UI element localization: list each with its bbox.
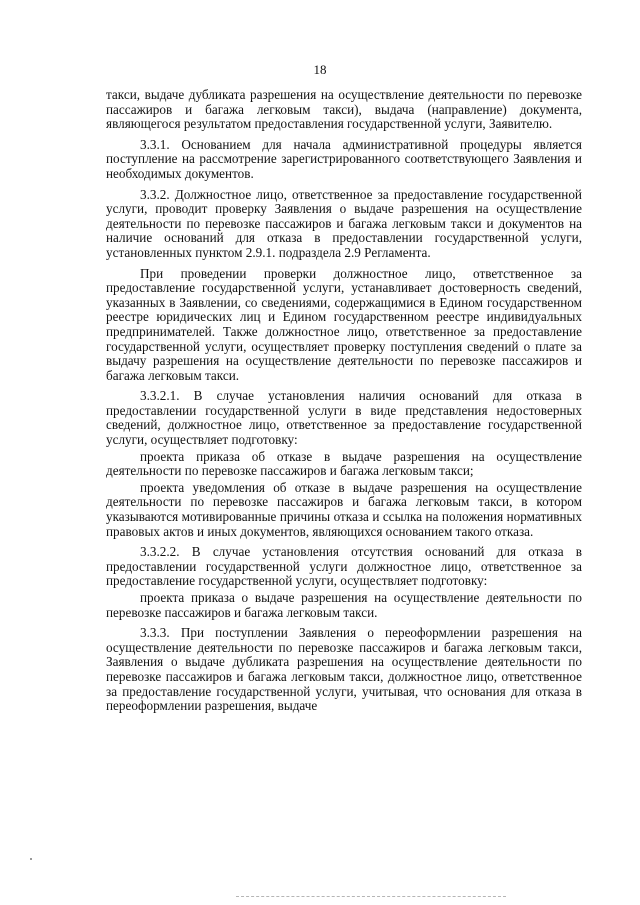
paragraph-refusal-order-draft: проекта приказа об отказе в выдаче разрешения на осуществление деятельности по перевозке пассажиров и багажа легковым такси; (106, 448, 582, 479)
paragraph-3-3-2-2: 3.3.2.2. В случае установления отсутствия оснований для отказа в предоставлении государственной услуги должностное лицо, ответственное за предоставление государственной услуги, осуществляет подготовку: (106, 544, 582, 589)
footer-scan-artifact (236, 896, 506, 897)
paragraph-refusal-notice-draft: проекта уведомления об отказе в выдаче разрешения на осуществление деятельности по перевозке пассажиров и багажа легковым такси, в котором указываются мотивированные причины отказа и ссылка на положения нормативных правовых актов и иных документов, являющихся основанием такого отказа. (106, 479, 582, 539)
document-body (106, 88, 582, 720)
paragraph-3-3-3: 3.3.3. При поступлении Заявления о переоформлении разрешения на осуществление деятельности по перевозке пассажиров и багажа легковым такси, Заявления о выдаче дубликата разрешения на осуществление деятельности по перевозке пассажиров и багажа легковым такси, должностное лицо, ответственное за предоставление государственной услуги, учитывая, что основания для отказа в переоформлении разрешения, выдаче (106, 625, 582, 714)
page-number: 18 (313, 62, 327, 77)
paragraph-3-3-1: 3.3.1. Основанием для начала административной процедуры является поступление на рассмотрение зарегистрированного соответствующего Заявления и необходимых документов. (106, 136, 582, 181)
paragraph-verification: При проведении проверки должностное лицо, ответственное за предоставление государственной услуги, устанавливает достоверность сведений, указанных в Заявлении, со сведениями, содержащимися в Едином государственном реестре юридических лиц и Едином государственном реестре индивидуальных предпринимателей. Также должностное лицо, ответственное за предоставление государственной услуги, осуществляет проверку поступления сведений о плате за выдачу разрешения на осуществление деятельности по перевозке пассажиров и багажа легковым такси. (106, 265, 582, 383)
paragraph-3-3-2: 3.3.2. Должностное лицо, ответственное за предоставление государственной услуги, проводит проверку Заявления о выдаче разрешения на осуществление деятельности по перевозке пассажиров и багажа легковым такси и документов на наличие оснований для отказа в предоставлении государственной услуги, установленных пунктом 2.9.1. подраздела 2.9 Регламента. (106, 186, 582, 260)
paragraph-issue-order-draft: проекта приказа о выдаче разрешения на осуществление деятельности по перевозке пассажиров и багажа легковым такси. (106, 590, 582, 620)
paragraph-3-3-2-1: 3.3.2.1. В случае установления наличия оснований для отказа в предоставлении государственной услуги в виде представления недостоверных сведений, должностное лицо, ответственное за предоставление государственной услуги, осуществляет подготовку: (106, 388, 582, 448)
paragraph-continuation: такси, выдаче дубликата разрешения на осуществление деятельности по перевозке пассажиров и багажа легковым такси), выдача (направление) документа, являющегося результатом предоставления государственной услуги, Заявителю. (106, 87, 582, 132)
scan-speck (30, 858, 32, 860)
